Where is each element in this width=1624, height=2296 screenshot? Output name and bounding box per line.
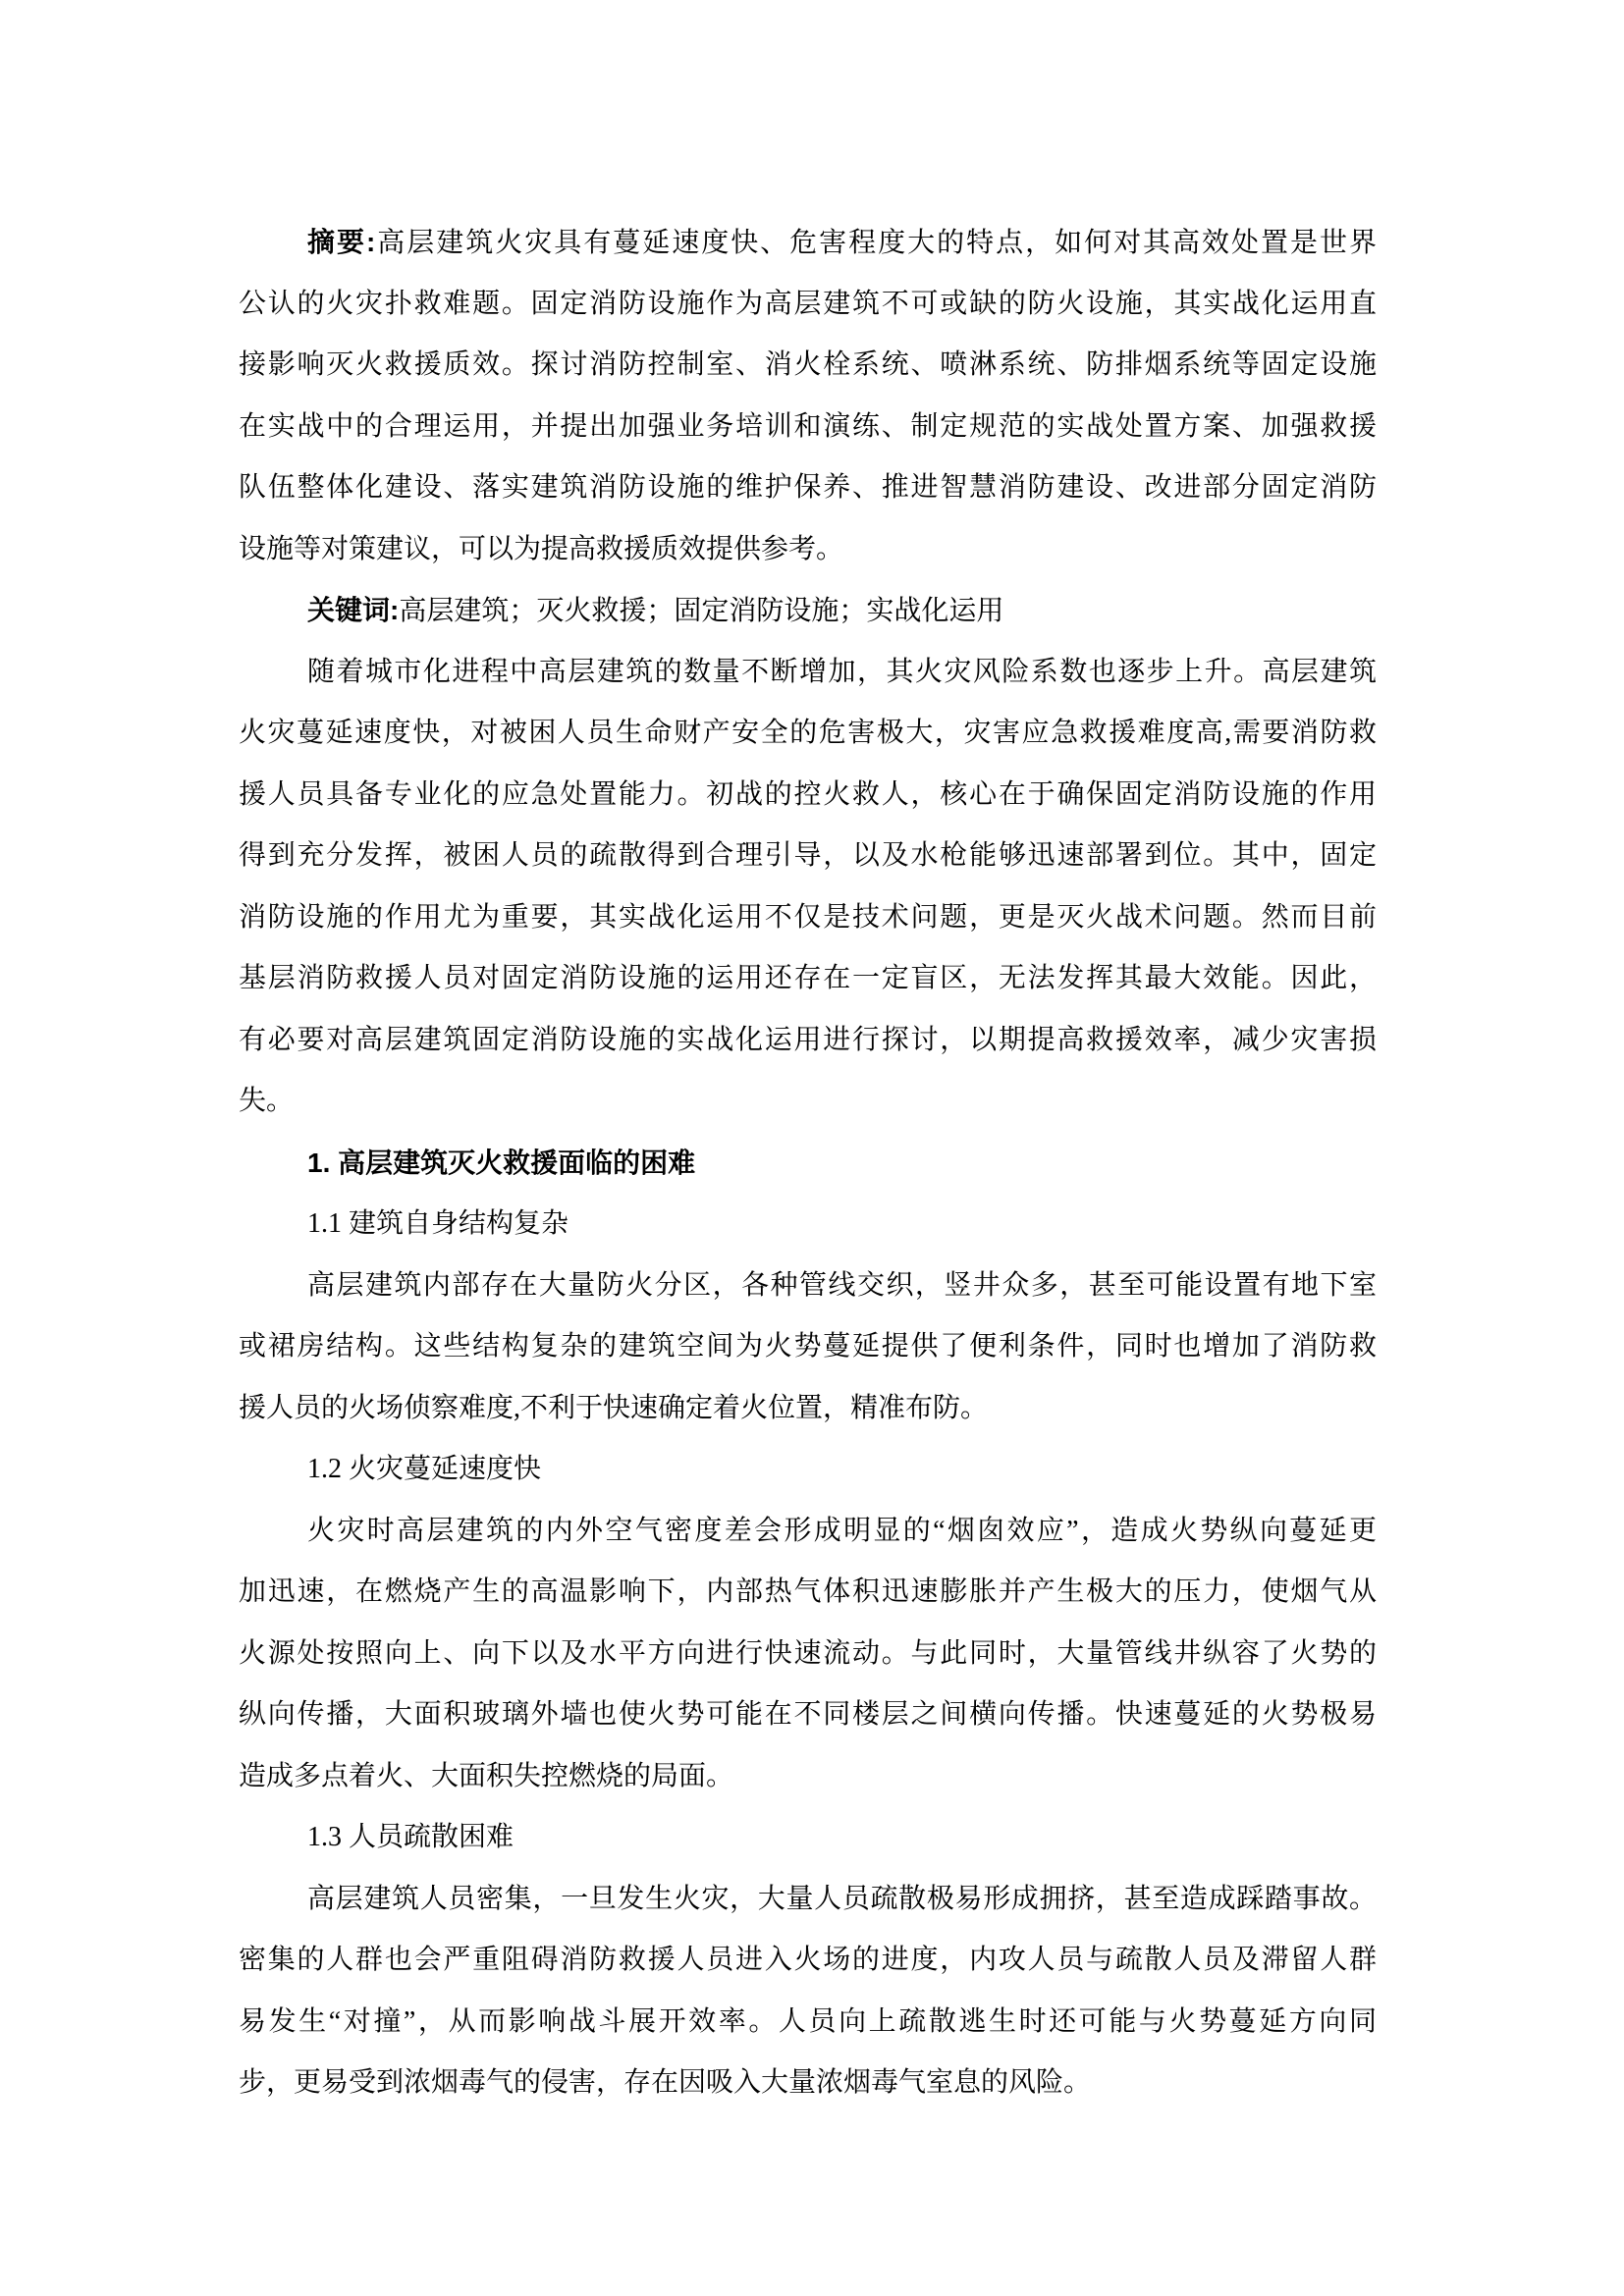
body-line: 造成多点着火、大面积失控燃烧的局面。 [239,1760,734,1791]
abstract-line: 队伍整体化建设、落实建筑消防设施的维护保养、推进智慧消防建设、改进部分固定消防 [239,472,1377,503]
keywords-line [239,580,1377,642]
intro-line: 消防设施的作用尤为重要，其实战化运用不仅是技术问题，更是灭火战术问题。然而目前 [239,901,1377,933]
subsection-1-2-heading: 1.2 火灾蔓延速度快 [307,1454,542,1484]
intro-line: 失。 [239,1086,295,1116]
abstract-line: 公认的火灾扑救难题。固定消防设施作为高层建筑不可或缺的防火设施，其实战化运用直 [239,288,1377,319]
body-line: 火源处按照向上、向下以及水平方向进行快速流动。与此同时，大量管线井纵容了火势的 [239,1637,1377,1669]
subsection-1-3-heading: 1.3 人员疏散困难 [307,1822,514,1852]
intro-line: 有必要对高层建筑固定消防设施的实战化运用进行探讨，以期提高救援效率，减少灾害损 [239,1024,1377,1055]
body-line: 纵向传播，大面积玻璃外墙也使火势可能在不同楼层之间横向传播。快速蔓延的火势极易 [239,1699,1377,1730]
intro-line: 基层消防救援人员对固定消防设施的运用还存在一定盲区，无法发挥其最大效能。因此， [239,963,1377,993]
abstract-label: 摘要: [307,227,376,257]
subsection-1-1-heading: 1.1 建筑自身结构复杂 [307,1208,569,1239]
abstract-line: 在实战中的合理运用，并提出加强业务培训和演练、制定规范的实战处置方案、加强救援 [239,410,1377,442]
body-line: 密集的人群也会严重阻碍消防救援人员进入火场的进度，内攻人员与疏散人员及滞留人群 [239,1945,1377,1975]
abstract-line: 设施等对策建议，可以为提高救援质效提供参考。 [239,533,844,564]
text-block [239,212,1377,2114]
body-line: 加迅速，在燃烧产生的高温影响下，内部热气体积迅速膨胀并产生极大的压力，使烟气从 [239,1576,1377,1607]
line-text: 高层建筑火灾具有蔓延速度快、危害程度大的特点，如何对其高效处置是世界 [375,228,1377,258]
body-line: 高层建筑人员密集，一旦发生火灾，大量人员疏散极易形成拥挤，甚至造成踩踏事故。 [307,1883,1377,1914]
body-line: 火灾时高层建筑的内外空气密度差会形成明显的“烟囱效应”，造成火势纵向蔓延更 [307,1515,1377,1546]
body-line: 援人员的火场侦察难度,不利于快速确定着火位置，精准布防。 [239,1392,989,1423]
intro-line: 得到充分发挥，被困人员的疏散得到合理引导，以及水枪能够迅速部署到位。其中，固定 [239,840,1377,871]
body-line: 易发生“对撞”，从而影响战斗展开效率。人员向上疏散逃生时还可能与火势蔓延方向同 [239,2005,1377,2037]
section-1-heading: 1. 高层建筑灭火救援面临的困难 [307,1147,696,1178]
intro-line: 火灾蔓延速度快，对被困人员生命财产安全的危害极大，灾害应急救援难度高,需要消防救 [239,718,1377,748]
intro-line: 随着城市化进程中高层建筑的数量不断增加，其火灾风险系数也逐步上升。高层建筑 [307,656,1377,687]
body-line: 高层建筑内部存在大量防火分区，各种管线交织，竖井众多，甚至可能设置有地下室 [307,1269,1377,1301]
keywords-label: 关键词: [307,595,400,625]
body-line: 或裙房结构。这些结构复杂的建筑空间为火势蔓延提供了便利条件，同时也增加了消防救 [239,1331,1377,1362]
intro-line: 援人员具备专业化的应急处置能力。初战的控火救人，核心在于确保固定消防设施的作用 [239,778,1377,810]
abstract-line: 接影响灭火救援质效。探讨消防控制室、消火栓系统、喷淋系统、防排烟系统等固定设施 [239,349,1377,380]
line-text: 高层建筑；灭火救援；固定消防设施；实战化运用 [399,596,1004,626]
body-line: 步，更易受到浓烟毒气的侵害，存在因吸入大量浓烟毒气室息的风险。 [239,2067,1092,2098]
abstract-line [239,212,1377,274]
